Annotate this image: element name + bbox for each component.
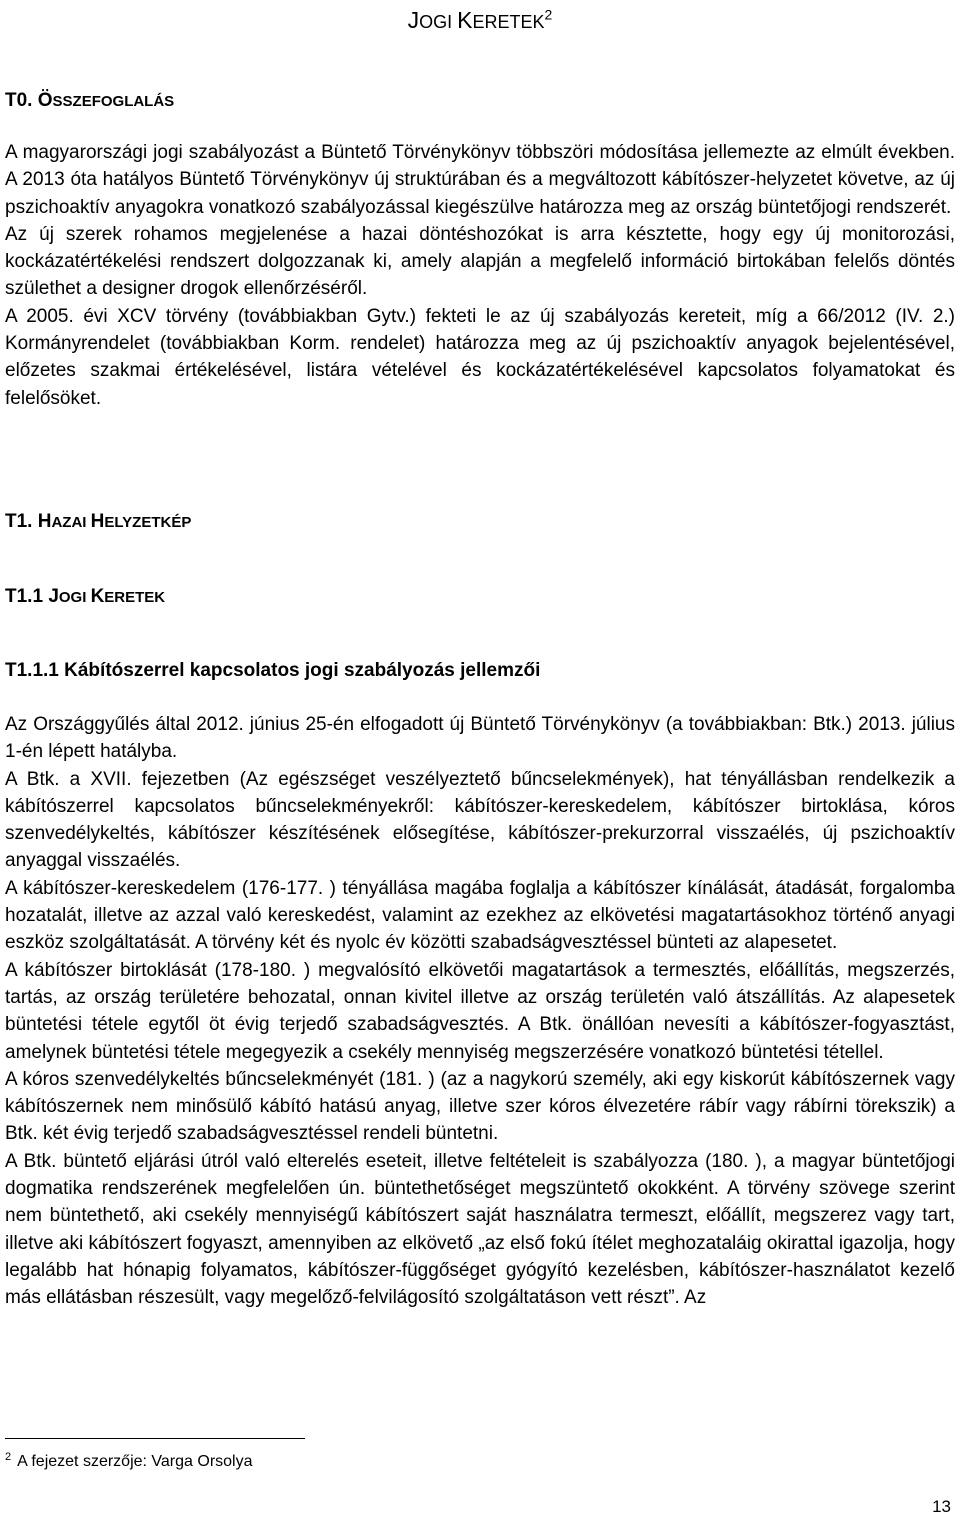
paragraph: A kábítószer-kereskedelem (176-177. ) tényállása magába foglalja a kábítószer kínálását, átadását, forgalomba hozatalát, illetve az azzal való kereskedést, valamint az ezekhez az elkövetési magatartásokhoz történő anyagi eszköz szolgáltatását. A törvény két és nyolc év közötti szabadságvesztéssel bünteti az alapesetet.: [5, 877, 955, 954]
summary-text: [5, 139, 955, 412]
section-heading-t1: [5, 509, 191, 536]
title-part-1: OGI: [419, 12, 458, 32]
section-label-2: ELYZETKÉP: [104, 514, 192, 531]
section-initial: J: [48, 586, 59, 607]
section-number: T0.: [5, 90, 33, 111]
title-part-2: ERETEK: [472, 12, 545, 32]
paragraph: A kóros szenvedélykeltés bűncselekményét (181. ) (az a nagykorú személy, aki egy kiskorút kábítószernek vagy kábítószernek nem minősülő kábító hatású anyag, illetve szer kóros élvezetére rábír vagy rábírni törekszik) a Btk. két évig terjedő szabadságvesztéssel rendeli büntetni.: [5, 1068, 955, 1145]
paragraph: A Btk. a XVII. fejezetben (Az egészséget veszélyeztető bűncselekmények), hat tényállásban rendelkezik a kábítószerrel kapcsolatos bűncselekményekről: kábítószer-kereskedelem, kábítószer birtoklása, kóros szenvedélykeltés, kábítószer készítésének elősegítése, kábítószer-prekurzorral visszaélés, új pszichoaktív anyaggal visszaélés.: [5, 768, 955, 872]
title-initial: J: [407, 7, 420, 33]
section-initial-2: K: [90, 586, 105, 607]
footnote-separator: [5, 1438, 305, 1439]
footnote-reference[interactable]: 2: [544, 6, 553, 23]
summary-paragraph-3: A 2005. évi XCV törvény (továbbiakban Gytv.) fekteti le az új szabályozás kereteit, míg a 66/2012 (IV. 2.) Kormányrendelet (továbbiakban Korm. rendelet) határozza meg az új pszichoaktív anyagok bejelentésével, előzetes szakmai értékelésével, listára vételével és kockázatértékelésével kapcsolatos folyamatokat és felelősöket.: [5, 305, 955, 409]
section-label: SSZEFOGLALÁS: [52, 93, 175, 110]
section-initial: Ö: [37, 90, 53, 111]
section-number: T1.1: [5, 586, 44, 607]
section-initial: H: [37, 511, 52, 532]
summary-paragraph: A magyarországi jogi szabályozást a Büntető Törvénykönyv többszöri módosítása jellemezte az elmúlt években. A 2013 óta hatályos Büntető Törvénykönyv új struktúrában és a megváltozott kábítószer-helyzetet követve, az új pszichoaktív anyagokra vonatkozó szabályozással kiegészülve határozza meg az ország büntetőjogi rendszerét.: [5, 142, 955, 218]
section-heading-t1-1: [5, 584, 165, 611]
section-label-1: AZAI: [51, 514, 91, 531]
footnote-number: 2: [5, 1450, 12, 1463]
section-initial-2: H: [90, 511, 105, 532]
section-heading-t0: [5, 88, 174, 115]
title-initial-2: K: [457, 7, 473, 33]
paragraph: A kábítószer birtoklását (178-180. ) megvalósító elkövetői magatartások a termesztés, előállítás, megszerzés, tartás, az ország területére behozatal, onnan kivitel illetve az ország területén való átszállítás. Az alapesetek büntetési tétele egytől öt évig terjedő szabadságvesztés. A Btk. önállóan nevesíti a kábítószer-fogyasztást, amelynek büntetési tétele megegyezik a csekély mennyiség megszerzésére vonatkozó büntetési tétellel.: [5, 959, 955, 1063]
paragraph: Az Országgyűlés által 2012. június 25-én elfogadott új Büntető Törvénykönyv (a továbbiakban: Btk.) 2013. július 1-én lépett hatályba.: [5, 714, 955, 763]
section-heading-t1-1-1: T1.1.1 Kábítószerrel kapcsolatos jogi szabályozás jellemzői: [5, 660, 541, 681]
section-label-1: OGI: [58, 589, 91, 606]
summary-paragraph-2: Az új szerek rohamos megjelenése a hazai döntéshozókat is arra késztette, hogy egy új monitorozási, kockázatértékelési rendszert dolgozzanak ki, amely alapján a megfelelő információ birtokában felelős döntés születhet a designer drogok ellenőrzéséről.: [5, 223, 955, 300]
chapter-title: [0, 2, 960, 40]
footnote: [5, 1449, 253, 1475]
footnote-text: A fejezet szerzője: Varga Orsolya: [17, 1453, 253, 1470]
main-text: [5, 711, 955, 1312]
paragraph: A Btk. büntető eljárási útról való elterelés eseteit, illetve feltételeit is szabályozza (180. ), a magyar büntetőjogi dogmatika rendszerének megfelelően ún. büntethetőséget megszüntető okokként. A törvény szövege szerint nem büntethető, aki csekély mennyiségű kábítószert saját használatra termeszt, előállít, megszerez vagy tart, illetve aki kábítószert fogyaszt, amennyiben az elkövető „az első fokú ítélet meghozataláig okirattal igazolja, hogy legalább hat hónapig folyamatos, kábítószer-függőséget gyógyító kezelésben, kábítószer-használatot kezelő más ellátásban részesült, vagy megelőző-felvilágosító szolgáltatáson vett részt”. Az: [5, 1150, 955, 1309]
section-number: T1.: [5, 511, 33, 532]
page-number: 13: [932, 1497, 951, 1516]
section-label-2: ERETEK: [104, 589, 166, 606]
